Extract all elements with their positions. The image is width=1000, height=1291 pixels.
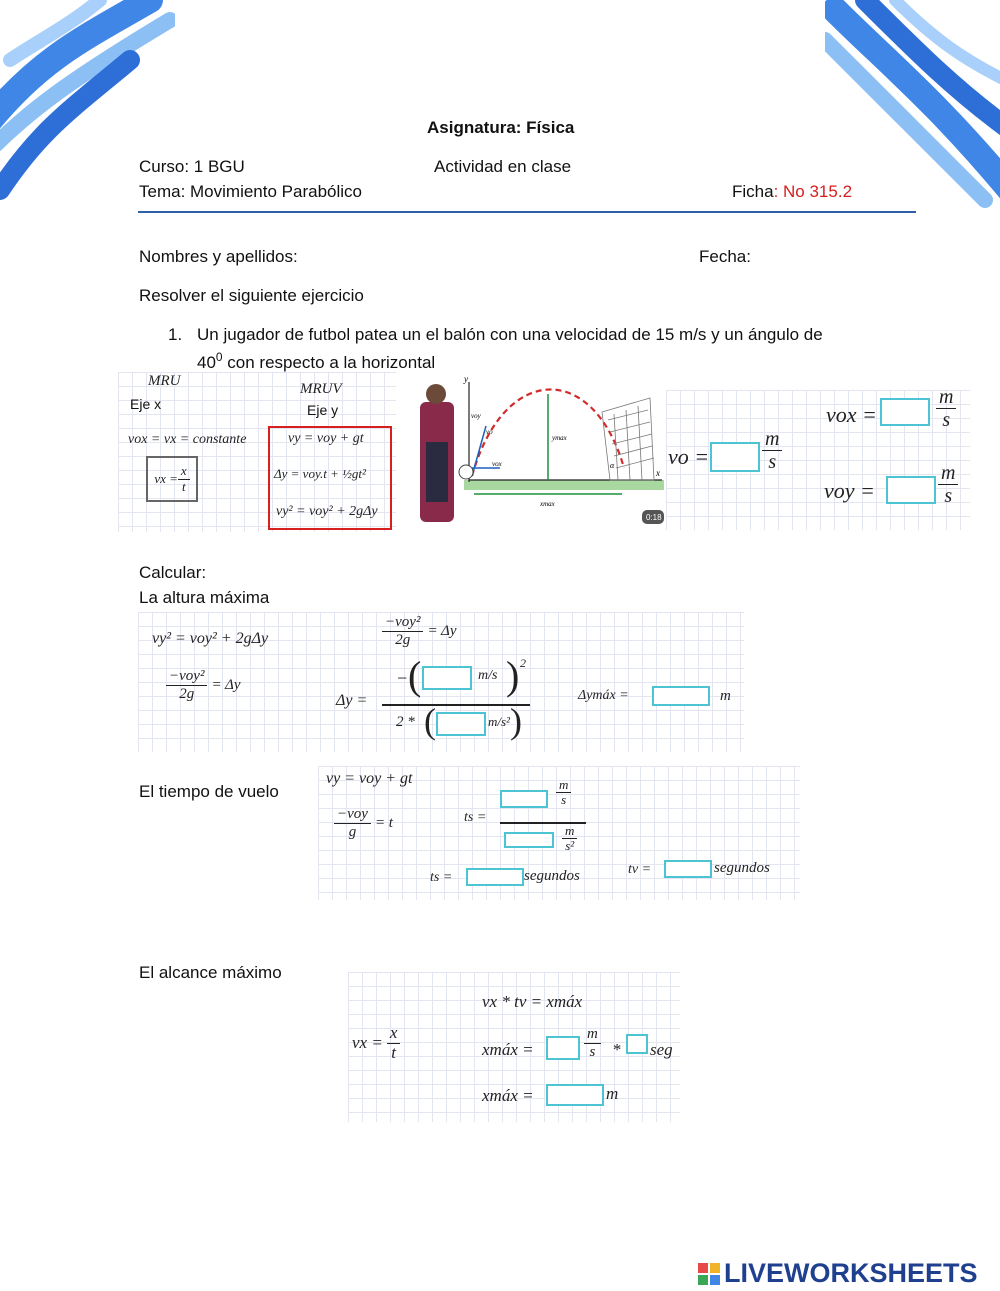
ts-lhs: ts = bbox=[464, 810, 487, 825]
equation-vx-den: t bbox=[181, 478, 186, 494]
ts-numerator-input[interactable] bbox=[500, 790, 548, 808]
ts-denominator-unit-num: m bbox=[562, 824, 577, 839]
alcance-vx-lhs: vx = bbox=[352, 1033, 383, 1053]
alcance-vx-fraction bbox=[387, 1024, 401, 1062]
alcance-vx-num: x bbox=[387, 1024, 401, 1044]
vo-unit bbox=[762, 428, 782, 473]
vox-unit-num: m bbox=[936, 386, 956, 409]
ts-denominator-input[interactable] bbox=[504, 832, 554, 848]
equation-vx-fraction bbox=[178, 464, 190, 494]
vox-unit bbox=[936, 386, 956, 431]
voy-unit-num: m bbox=[938, 462, 958, 485]
ribbon-decoration-left bbox=[0, 0, 175, 210]
tv-result-input[interactable] bbox=[664, 860, 712, 878]
diagram-axis-x-label: x bbox=[656, 468, 660, 478]
alcance-result-input[interactable] bbox=[546, 1084, 604, 1106]
diagram-vo-label: vo bbox=[486, 428, 493, 436]
alcance-maximo-label: El alcance máximo bbox=[139, 963, 282, 982]
altura-eq2 bbox=[382, 614, 457, 648]
equation-vx-lhs: vx = bbox=[154, 471, 178, 486]
mruv-title: MRUV bbox=[300, 381, 342, 397]
ficha-label bbox=[732, 182, 852, 202]
liveworksheets-brand: LIVEWORKSHEETS bbox=[724, 1258, 978, 1288]
alcance-eq1: vx * tv = xmáx bbox=[482, 992, 583, 1011]
ts-denominator-unit-den: s² bbox=[565, 838, 575, 854]
mruv-equation-displacement: Δy = voy.t + ½gt² bbox=[274, 466, 366, 481]
vox-label: vox = bbox=[826, 402, 877, 427]
altura-eq3-den: 2g bbox=[179, 685, 195, 702]
problem-text-line1: Un jugador de futbol patea un el balón con una velocidad de 15 m/s y un ángulo de bbox=[197, 325, 823, 344]
tiempo-eq2-fraction bbox=[334, 806, 371, 840]
vo-unit-num: m bbox=[762, 428, 782, 451]
alcance-unit-ms-num: m bbox=[584, 1026, 601, 1044]
alcance-vx-input[interactable] bbox=[546, 1036, 580, 1060]
altura-eq3 bbox=[166, 668, 241, 702]
voy-input[interactable] bbox=[886, 476, 936, 504]
altura-eq3-rhs: = Δy bbox=[211, 676, 241, 693]
vo-unit-den: s bbox=[768, 451, 777, 473]
tv-result-lhs: tv = bbox=[628, 862, 652, 877]
alcance-vx-den: t bbox=[391, 1042, 396, 1062]
vox-unit-den: s bbox=[942, 409, 951, 431]
tiempo-vuelo-label: El tiempo de vuelo bbox=[139, 782, 279, 801]
ficha-number: : No 315.2 bbox=[773, 182, 853, 201]
delta-y-open-paren: ( bbox=[408, 653, 422, 698]
tiempo-eq2 bbox=[334, 806, 393, 840]
alcance-vx-eq bbox=[352, 1024, 400, 1062]
alcance-tv-input[interactable] bbox=[626, 1034, 648, 1054]
equation-vx-num: x bbox=[178, 464, 190, 479]
alcance-result-unit: m bbox=[606, 1084, 619, 1103]
vo-input[interactable] bbox=[710, 442, 760, 472]
equation-vx-box bbox=[146, 456, 198, 502]
activity-label: Actividad en clase bbox=[434, 157, 572, 176]
tiempo-eq1: vy = voy + gt bbox=[326, 770, 413, 787]
delta-y-den-close-paren: ) bbox=[510, 701, 522, 741]
altura-unit-ms2: m/s² bbox=[488, 714, 510, 729]
altura-eq2-den: 2g bbox=[395, 631, 411, 648]
voy-unit-den: s bbox=[944, 485, 953, 507]
topic-label: Tema: Movimiento Parabólico bbox=[139, 182, 362, 201]
delta-y-close-paren: ) bbox=[506, 653, 520, 698]
ts-numerator-unit-num: m bbox=[556, 778, 571, 793]
tiempo-eq2-num: −voy bbox=[334, 806, 371, 824]
alcance-eq2-lhs: xmáx = bbox=[482, 1040, 534, 1059]
altura-unit-ms: m/s bbox=[478, 668, 498, 683]
alcance-times: * bbox=[612, 1040, 621, 1059]
diagram-xmax-label: xmax bbox=[540, 500, 555, 508]
tiempo-eq2-rhs: = t bbox=[374, 814, 393, 831]
problem-text-rest: con respecto a la horizontal bbox=[222, 353, 436, 373]
altura-result-unit: m bbox=[720, 688, 731, 704]
ts-result-input[interactable] bbox=[466, 868, 524, 886]
diagram-axis-y-label: y bbox=[464, 374, 468, 384]
mruv-equation-velocity-squared: vy² = voy² + 2gΔy bbox=[276, 504, 378, 519]
altura-result-input[interactable] bbox=[652, 686, 710, 706]
diagram-vox-label: vox bbox=[492, 460, 502, 468]
problem-text-line2 bbox=[197, 350, 435, 373]
instruction-text: Resolver el siguiente ejercicio bbox=[139, 286, 364, 305]
altura-eq2-num: −voy² bbox=[382, 614, 423, 632]
altura-eq3-fraction bbox=[166, 668, 207, 702]
mru-title: MRU bbox=[148, 373, 181, 389]
altura-voy-input[interactable] bbox=[422, 666, 472, 690]
altura-maxima-label: La altura máxima bbox=[139, 588, 270, 607]
altura-eq2-rhs: = Δy bbox=[427, 622, 457, 639]
altura-gravity-input[interactable] bbox=[436, 712, 486, 736]
altura-eq1: vy² = voy² + 2gΔy bbox=[152, 630, 269, 647]
angle-value: 40 bbox=[197, 353, 216, 373]
vo-label: vo = bbox=[668, 444, 710, 469]
ts-result-lhs: ts = bbox=[430, 870, 453, 885]
alcance-unit-ms-den: s bbox=[589, 1043, 596, 1060]
mru-axis-label: Eje x bbox=[130, 396, 162, 412]
diagram-ymax-label: ymax bbox=[552, 434, 567, 442]
delta-y-two-times: 2 * bbox=[396, 714, 415, 730]
alcance-unit-ms bbox=[584, 1026, 601, 1060]
altura-result-lhs: Δymáx = bbox=[578, 688, 629, 703]
voy-label: voy = bbox=[824, 478, 875, 503]
altura-eq3-num: −voy² bbox=[166, 668, 207, 686]
subject-heading: Asignatura: Física bbox=[427, 118, 575, 137]
date-label: Fecha: bbox=[699, 247, 751, 266]
delta-y-negative: − bbox=[396, 668, 409, 688]
problem-number: 1. bbox=[168, 325, 183, 344]
diagram-voy-label: voy bbox=[471, 412, 481, 420]
voy-unit bbox=[938, 462, 958, 507]
ts-denominator-unit bbox=[562, 824, 577, 854]
calcular-label: Calcular: bbox=[139, 563, 207, 582]
ts-numerator-unit-den: s bbox=[561, 792, 567, 808]
names-label: Nombres y apellidos: bbox=[139, 247, 298, 266]
ribbon-decoration-right bbox=[825, 0, 1000, 210]
diagram-ground bbox=[464, 480, 664, 490]
delta-y-den-open-paren: ( bbox=[424, 701, 436, 741]
liveworksheets-logo-icon bbox=[698, 1263, 720, 1285]
projectile-diagram bbox=[414, 372, 666, 534]
ts-numerator-unit bbox=[556, 778, 571, 808]
equation-constant-velocity: vox = vx = constante bbox=[128, 432, 247, 447]
alcance-eq3-lhs: xmáx = bbox=[482, 1086, 534, 1105]
liveworksheets-logo bbox=[698, 1258, 978, 1289]
video-timestamp: 0:18 bbox=[646, 513, 662, 522]
mruv-equation-velocity: vy = voy + gt bbox=[288, 431, 364, 446]
angle-degree: 0 bbox=[215, 350, 223, 364]
course-label: Curso: 1 BGU bbox=[139, 157, 245, 176]
altura-eq2-fraction bbox=[382, 614, 423, 648]
vox-input[interactable] bbox=[880, 398, 930, 426]
tiempo-eq2-den: g bbox=[348, 823, 357, 840]
ts-result-unit: segundos bbox=[524, 868, 580, 884]
delta-y-squared: 2 bbox=[520, 656, 526, 670]
alcance-unit-seg: seg bbox=[650, 1040, 673, 1059]
delta-y-lhs: Δy = bbox=[336, 692, 368, 709]
ficha-label-text: Ficha bbox=[732, 182, 774, 201]
header-divider bbox=[138, 211, 916, 213]
delta-y-fraction-bar bbox=[382, 704, 530, 706]
mruv-axis-label: Eje y bbox=[307, 402, 339, 418]
diagram-alpha-label: α bbox=[610, 461, 615, 470]
tv-result-unit: segundos bbox=[714, 860, 770, 876]
